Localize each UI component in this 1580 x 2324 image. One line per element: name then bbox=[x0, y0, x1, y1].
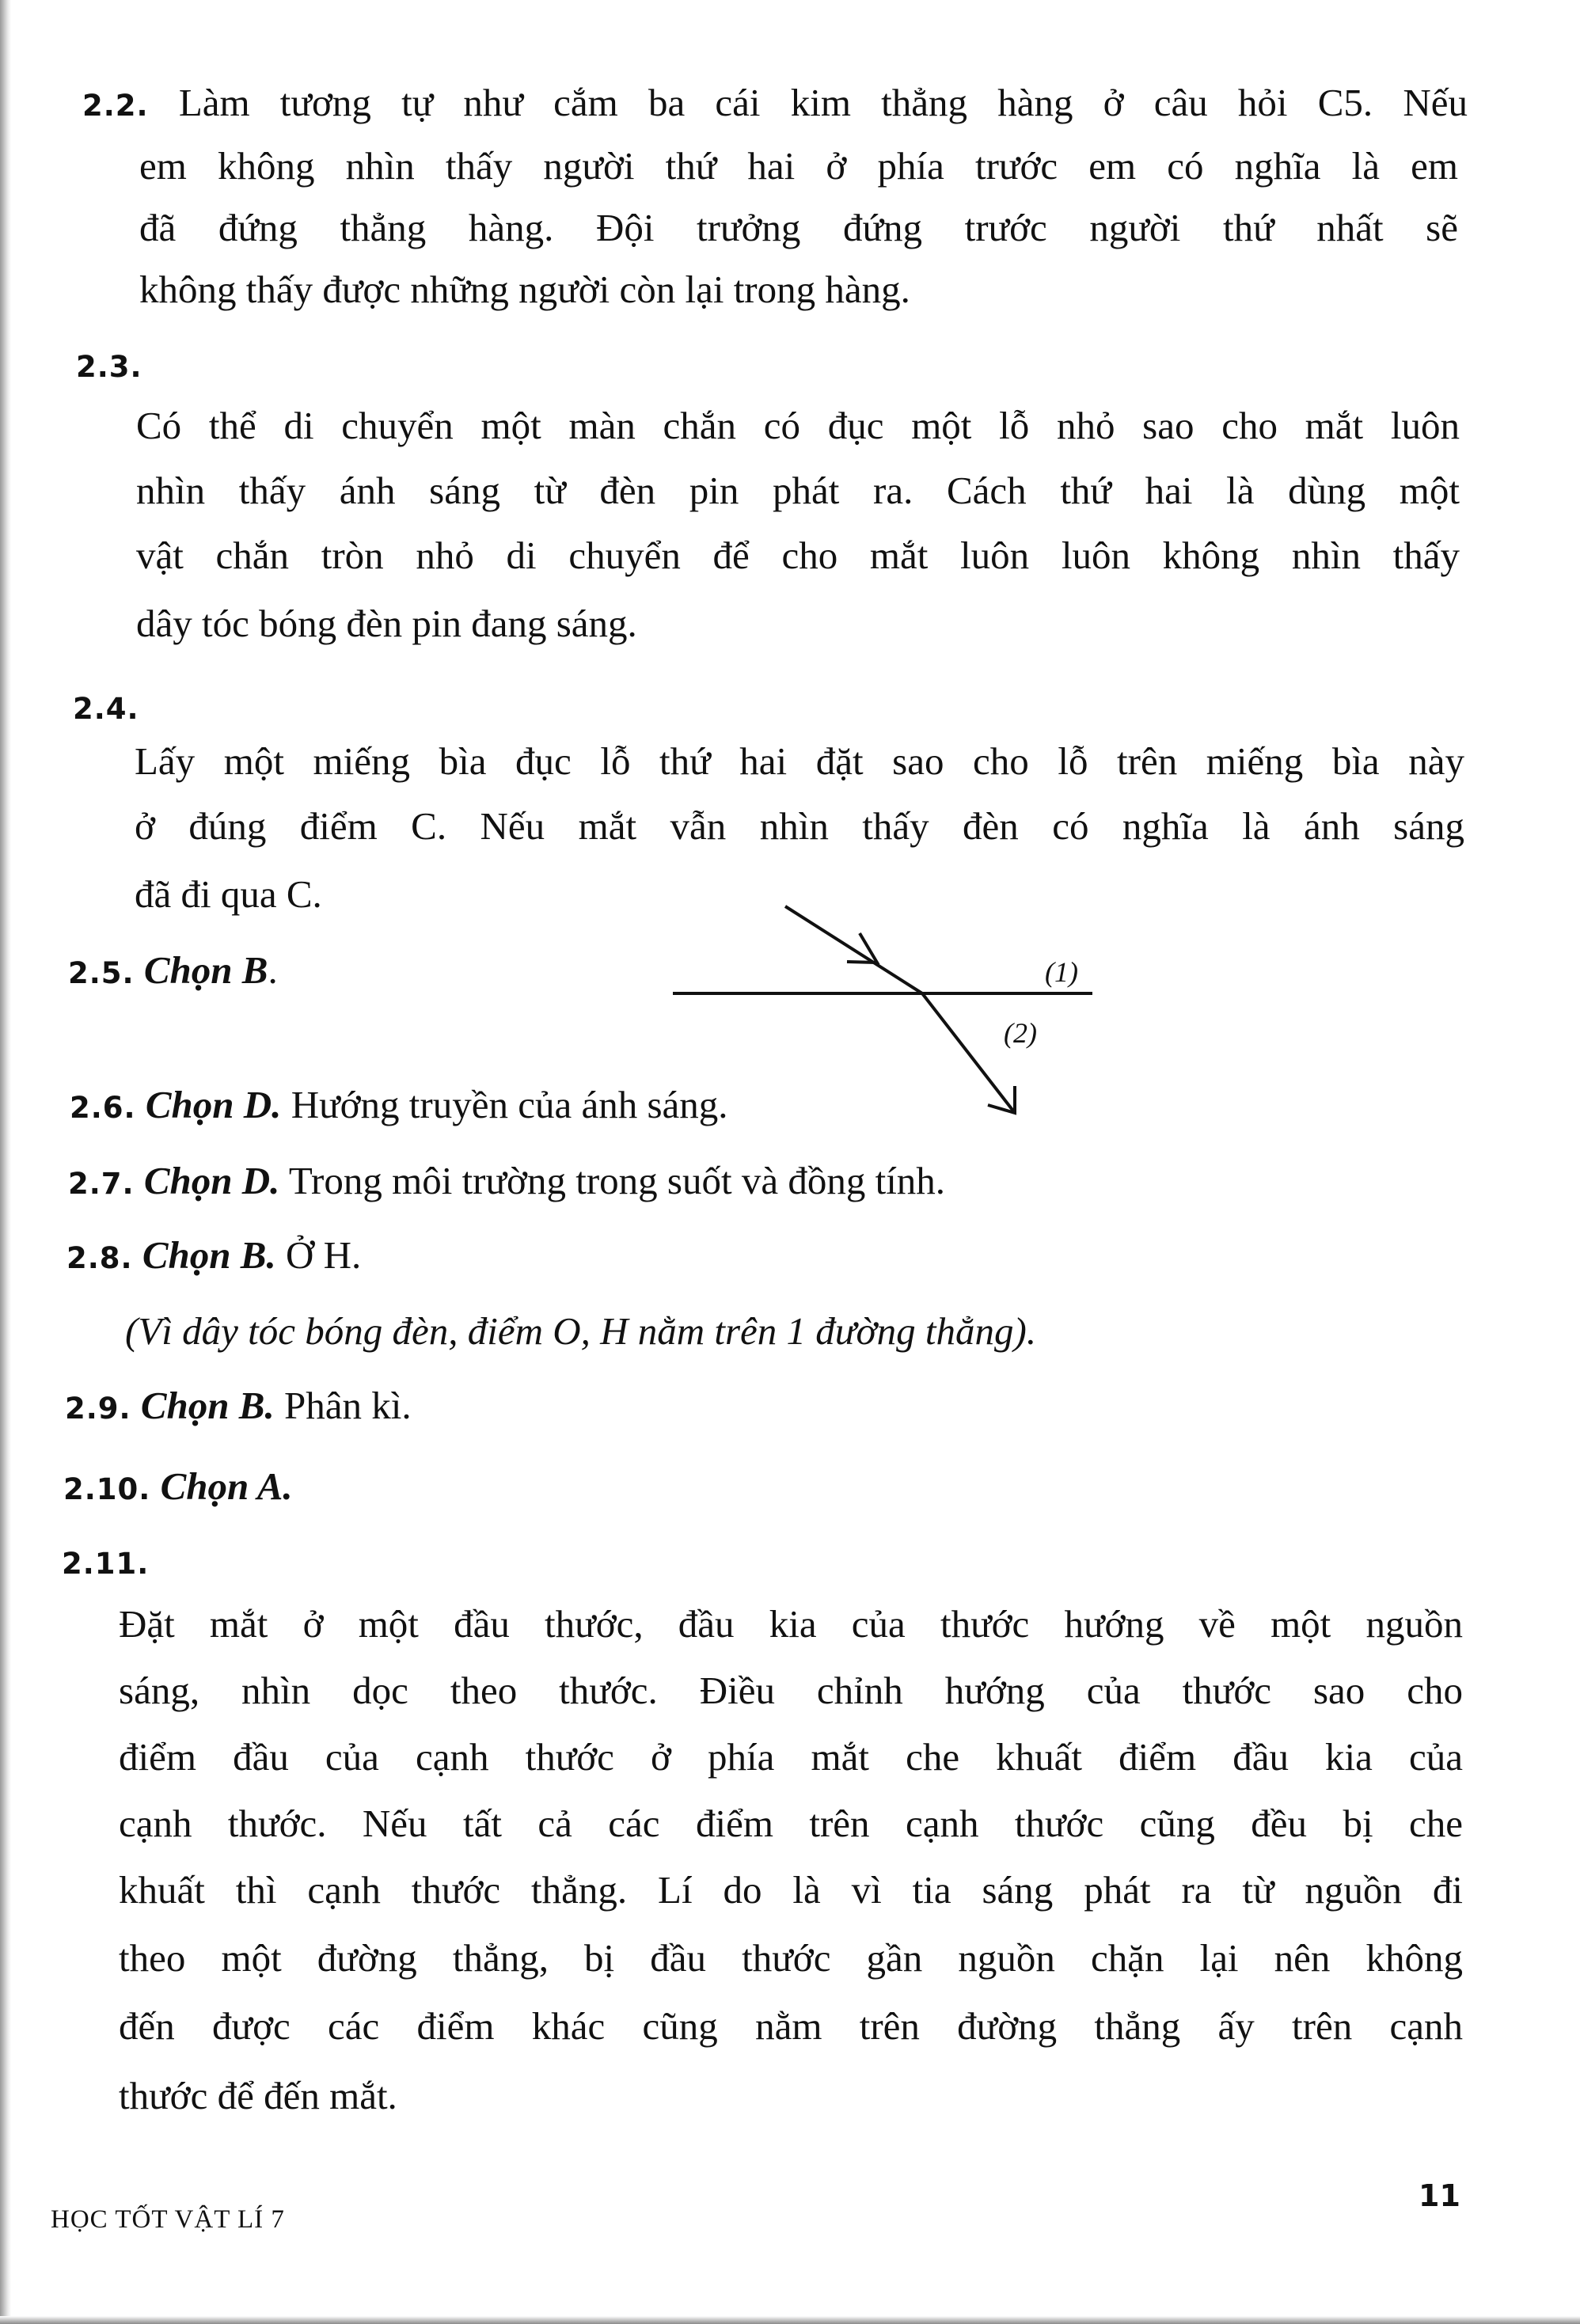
answer-2-4-line-3: đã đi qua C. bbox=[135, 872, 322, 916]
answer-2-3-line-4: dây tóc bóng đèn pin đang sáng. bbox=[136, 602, 637, 645]
answer-2-3-line-2: nhìn thấy ánh sáng từ đèn pin phát ra. Cách thứ hai là dùng một bbox=[136, 469, 1460, 512]
answer-2-4-line-2: ở đúng điểm C. Nếu mắt vẫn nhìn thấy đèn có nghĩa là ánh sáng bbox=[135, 804, 1464, 848]
page-number: 11 bbox=[1419, 2178, 1460, 2213]
answer-2-2-line-1: 2.2. Làm tương tự như cắm ba cái kim thẳng hàng ở câu hỏi C5. Nếu bbox=[82, 81, 1468, 124]
incident-ray bbox=[785, 906, 922, 993]
answer-2-4-line-1: Lấy một miếng bìa đục lỗ thứ hai đặt sao cho lỗ trên miếng bìa này bbox=[135, 739, 1464, 783]
answer-2-8-note: (Vì dây tóc bóng đèn, điểm O, H nằm trên 1 đường thẳng). bbox=[125, 1309, 1037, 1353]
answer-2-2-line-2: em không nhìn thấy người thứ hai ở phía trước em có nghĩa là em bbox=[139, 144, 1458, 188]
answer-2-9: 2.9. Chọn B. Phân kì. bbox=[65, 1384, 412, 1427]
answer-2-3-line-3: vật chắn tròn nhỏ di chuyển để cho mắt luôn luôn không nhìn thấy bbox=[136, 534, 1460, 577]
answer-2-11-line-1: Đặt mắt ở một đầu thước, đầu kia của thước hướng về một nguồn bbox=[119, 1602, 1463, 1646]
answer-2-3-line-1: Có thể di chuyển một màn chắn có đục một lỗ nhỏ sao cho mắt luôn bbox=[136, 404, 1460, 447]
page-bottom-edge bbox=[0, 2316, 1580, 2324]
answer-2-4-number: 2.4. bbox=[73, 692, 139, 726]
answer-2-11-line-6: theo một đường thẳng, bị đầu thước gần nguồn chặn lại nên không bbox=[119, 1936, 1463, 1980]
refracted-ray bbox=[922, 993, 1015, 1113]
answer-2-10: 2.10. Chọn A. bbox=[63, 1464, 293, 1508]
page-binding-edge bbox=[0, 0, 11, 2324]
medium-2-label: (2) bbox=[1004, 1017, 1037, 1049]
answer-2-11-line-5: khuất thì cạnh thước thẳng. Lí do là vì tia sáng phát ra từ nguồn đi bbox=[119, 1868, 1463, 1912]
answer-2-11-line-2: sáng, nhìn dọc theo thước. Điều chỉnh hướng của thước sao cho bbox=[119, 1669, 1463, 1712]
answer-2-8: 2.8. Chọn B. Ở H. bbox=[66, 1233, 362, 1277]
answer-2-11-line-8: thước để đến mắt. bbox=[119, 2074, 397, 2117]
answer-2-2-line-4: không thấy được những người còn lại trong hàng. bbox=[139, 268, 910, 311]
answer-2-11-number: 2.11. bbox=[62, 1547, 150, 1581]
answer-number: 2.2. bbox=[82, 89, 149, 123]
answer-2-11-line-7: đến được các điểm khác cũng nằm trên đường thẳng ấy trên cạnh bbox=[119, 2004, 1463, 2048]
answer-2-6: 2.6. Chọn D. Hướng truyền của ánh sáng. bbox=[70, 1083, 728, 1126]
book-title-footer: HỌC TỐT VẬT LÍ 7 bbox=[51, 2205, 285, 2234]
answer-2-5: 2.5. Chọn B. bbox=[68, 948, 278, 992]
answer-2-11-line-4: cạnh thước. Nếu tất cả các điểm trên cạnh thước cũng đều bị che bbox=[119, 1802, 1463, 1845]
answer-2-11-line-3: điểm đầu của cạnh thước ở phía mắt che khuất điểm đầu kia của bbox=[119, 1735, 1463, 1779]
answer-2-2-line-3: đã đứng thẳng hàng. Đội trưởng đứng trước người thứ nhất sẽ bbox=[139, 206, 1458, 249]
answer-2-3-number: 2.3. bbox=[76, 350, 142, 384]
medium-1-label: (1) bbox=[1045, 956, 1078, 988]
answer-2-7: 2.7. Chọn D. Trong môi trường trong suốt và đồng tính. bbox=[68, 1159, 946, 1202]
